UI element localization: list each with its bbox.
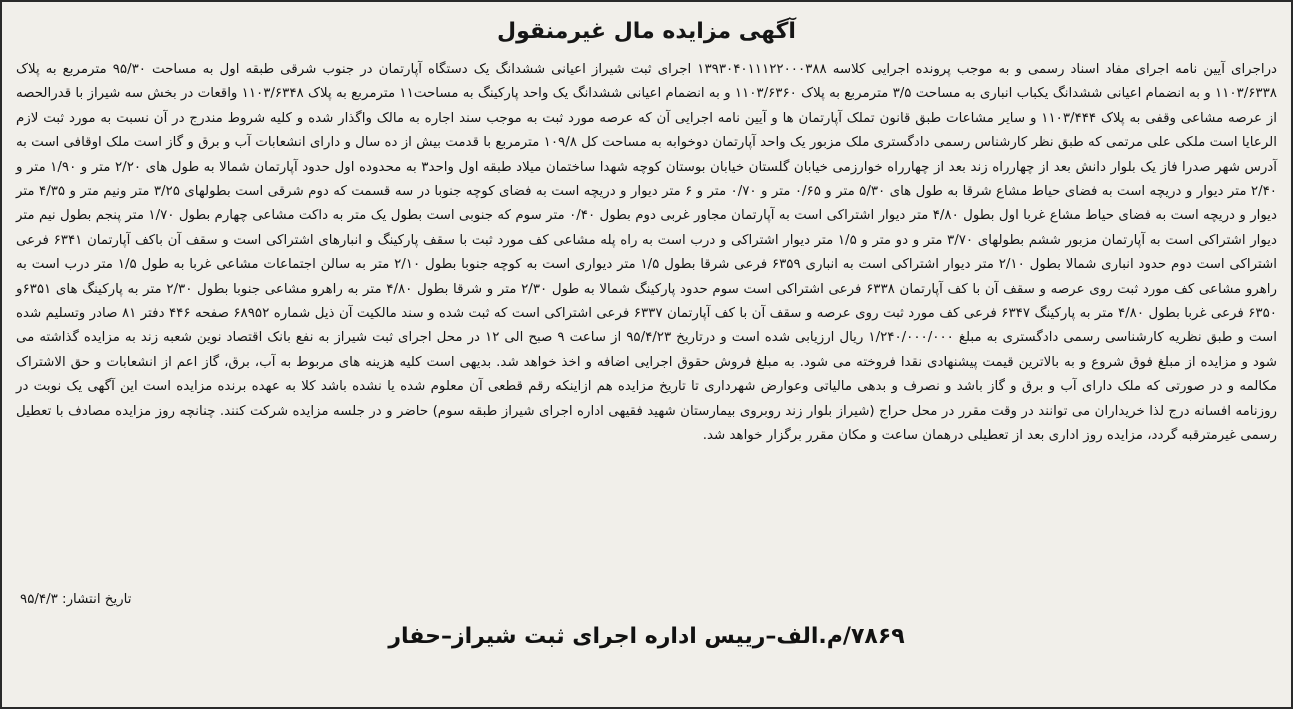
notice-title: آگهی مزایده مال غیرمنقول	[497, 19, 796, 44]
notice-content	[16, 10, 1277, 699]
notice-signature: ۷۸۶۹/م.الف–رییس اداره اجرای ثبت شیراز–حفار	[388, 624, 905, 649]
notice-body: دراجرای آیین نامه اجرای مفاد اسناد رسمی و به موجب پرونده اجرایی کلاسه ۱۳۹۳۰۴۰۱۱۱۲۲۰۰۰۳۸۸ اجرای ثبت شیراز اعیانی ششدانگ یک دستگاه آپارتمان در جنوب شرقی طبقه اول به مساحت ۹۵/۳۰ مترمربع به پلاک ۱۱۰۳/۶۳۳۸ و به انضمام اعیانی ششدانگ یکباب انباری به مساحت ۳/۵ مترمربع به پلاک ۱۱۰۳/۶۳۶۰ و به انضمام اعیانی ششدانگ یک واحد پارکینگ به مساحت۱۱ مترمربع به پلاک ۱۱۰۳/۶۳۴۸ واقعات در بخش سه شیراز با قدرالحصه از عرصه مشاعی وقفی به پلاک ۱۱۰۳/۴۴۴ و سایر مشاعات طبق قانون تملک آپارتمان ها و آیین نامه اجرایی آن که عرصه مورد ثبت به موجب سند اجاره به مالک واگذار شده و کلیه شروط مندرج در آن نسبت به مورد ثبت لازم الرعایا است ملکی علی مرتمی که طبق نظر کارشناس رسمی دادگستری ملک مزبور یک واحد آپارتمان دوخوابه به مساحت کل ۱۰۹/۸ مترمربع با قدمت بیش از ده سال و دارای انشعابات آب و برق و گاز است ملک اوقافی است به آدرس شهر صدرا فاز یک بلوار دانش بعد از چهارراه زند بعد از چهارراه خوارزمی خیابان گلستان خیابان بوستان کوچه شهدا ساختمان میلاد طبقه اول واحد۳ به محدوده اول حدود آپارتمان شمالا به طول های ۲/۲۰ متر و ۱/۹۰ متر و ۲/۴۰ متر دیوار و دریچه است به فضای حیاط مشاع شرقا به طول های ۵/۳۰ متر و ۰/۶۵ متر و ۰/۷۰ متر و ۶ متر دیوار و دریچه است به فضای کوچه جنوبا در سه قسمت که دوم شرقی است بطولهای ۳/۲۵ متر ونیم متر و ۴/۳۵ متر دیوار و دریچه است به فضای حیاط مشاع غربا اول بطول ۴/۸۰ متر دیوار اشتراکی است به آپارتمان مجاور غربی دوم بطول ۰/۴۰ متر سوم که جنوبی است بطول یک متر به داکت مشاعی چهارم بطول ۱/۷۰ متر پنجم بطول نیم متر دیوار اشتراکی است به آپارتمان مزبور ششم بطولهای ۳/۷۰ متر و دو متر و ۱/۵ متر دیوار اشتراکی و درب است به راه پله مشاعی کف مورد ثبت با سقف پارکینگ و انبارهای اشتراکی است و سقف آن باکف آپارتمان ۶۳۴۱ فرعی اشتراکی است دوم حدود انباری شمالا بطول ۲/۱۰ متر دیوار اشتراکی است به انباری ۶۳۵۹ فرعی شرقا بطول ۱/۵ متر دیواری است به کوچه جنوبا بطول ۲/۱۰ متر به سالن اجتماعات مشاعی غربا به طول ۱/۵ متر درب است به راهرو مشاعی کف مورد ثبت روی عرصه و سقف آن با کف آپارتمان ۶۳۳۸ فرعی اشتراکی است سوم حدود پارکینگ شمالا به طول ۲/۳۰ متر و شرقا بطول ۴/۸۰ متر به راهرو مشاعی جنوبا بطول ۲/۳۰ متر به پارکینگ های ۶۳۵۱و ۶۳۵۰ فرعی غربا بطول ۴/۸۰ متر به پارکینگ ۶۳۴۷ فرعی کف مورد ثبت روی عرصه و سقف آن با کف آپارتمان ۶۳۳۷ فرعی اشتراکی است که ثبت شده و سند مالکیت آن ذیل شماره ۶۸۹۵۲ صفحه ۴۴۶ دفتر ۸۱ صادر وتسلیم شده است و طبق نظریه کارشناسی رسمی دادگستری به مبلغ ۱/۲۴۰/۰۰۰/۰۰۰ ریال ارزیابی شده است و درتاریخ ۹۵/۴/۲۳ از ساعت ۹ صبح الی ۱۲ در محل اجرای ثبت شیراز به نفع بانک اقتصاد نوین شعبه زند به مزایده گذاشته می شود و مزایده از مبلغ فوق شروع و به بالاترین قیمت پیشنهادی نقدا فروخته می شود. به مبلغ فروش حقوق اجرایی اضافه و اخذ خواهد شد. بدیهی است کلیه هزینه های مربوط به آب، برق، گاز اعم از انشعابات و حق الاشتراک مکالمه و در صورتی که ملک دارای آب و برق و گاز باشد و نصرف و بدهی مالیاتی وعوارض شهرداری تا تاریخ مزایده هم ازاینکه رقم قطعی آن معلوم شده یا نشده باشد کلا به عهده برنده مزایده است این آگهی یک نوبت در روزنامه افسانه درج لذا خریداران می توانند در وقت مقرر در محل حراج (شیراز بلوار زند روبروی بیمارستان شهید فقیهی اداره اجرای شیراز طبقه سوم) حاضر و در جلسه مزایده شرکت کنند. چنانچه روز مزایده مصادف با تعطیل رسمی غیرمترقبه گردد، مزایده روز اداری بعد از تعطیلی درهمان ساعت و مکان مقرر برگزار خواهد شد.	[16, 62, 1278, 444]
publish-date: تاریخ انتشار: ۹۵/۴/۳	[20, 592, 132, 607]
